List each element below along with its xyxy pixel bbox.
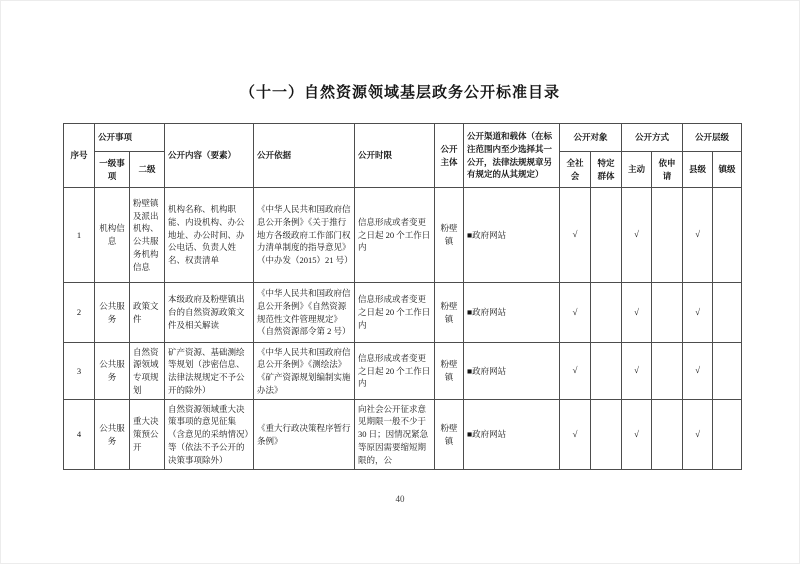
cell-channel: ■政府网站 <box>464 188 560 283</box>
cell-check-whole-society: √ <box>560 283 591 343</box>
cell-check-county-level: √ <box>683 188 713 283</box>
cell-check-specific-group <box>591 283 622 343</box>
cell-time-limit: 向社会公开征求意见期限一般不少于 30 日；因情况紧急等原因需要缩短期限的，公 <box>355 400 435 470</box>
header-specific-group: 特定群体 <box>591 152 622 188</box>
header-level: 公开层级 <box>683 124 742 152</box>
table-row <box>64 283 742 343</box>
cell-channel: ■政府网站 <box>464 283 560 343</box>
cell-check-upon-request <box>652 343 683 400</box>
cell-subject: 粉壁镇 <box>435 283 464 343</box>
cell-level2-item: 政策文件 <box>130 283 165 343</box>
cell-basis: 《中华人民共和国政府信息公开条例》《测绘法》《矿产资源规划编制实施办法》 <box>254 343 355 400</box>
header-town-level: 镇级 <box>713 152 742 188</box>
table-row <box>64 343 742 400</box>
cell-check-proactive: √ <box>622 400 652 470</box>
cell-content: 机构名称、机构职能、内设机构、办公地址、办公时间、办公电话、负责人姓名、权责清单 <box>165 188 254 283</box>
cell-level1-item: 公共服务 <box>95 343 130 400</box>
cell-check-upon-request <box>652 188 683 283</box>
cell-check-proactive: √ <box>622 343 652 400</box>
cell-level1-item: 公共服务 <box>95 400 130 470</box>
cell-check-upon-request <box>652 283 683 343</box>
cell-subject: 粉壁镇 <box>435 188 464 283</box>
cell-level2-item: 粉壁镇及派出机构、公共服务机构信息 <box>130 188 165 283</box>
cell-check-town-level <box>713 283 742 343</box>
table-row <box>64 188 742 283</box>
cell-time-limit: 信息形成或者变更之日起 20 个工作日内 <box>355 283 435 343</box>
header-method: 公开方式 <box>622 124 683 152</box>
cell-channel: ■政府网站 <box>464 343 560 400</box>
cell-level2-item: 重大决策预公开 <box>130 400 165 470</box>
cell-check-whole-society: √ <box>560 343 591 400</box>
header-proactive: 主动 <box>622 152 652 188</box>
cell-check-whole-society: √ <box>560 400 591 470</box>
header-county-level: 县级 <box>683 152 713 188</box>
cell-basis: 《中华人民共和国政府信息公开条例》《关于推行地方各级政府工作部门权力清单制度的指导意见》（中办发（2015）21 号） <box>254 188 355 283</box>
header-basis: 公开依据 <box>254 124 355 188</box>
header-subject: 公开主体 <box>435 124 464 188</box>
page-number: 40 <box>395 494 405 504</box>
header-target: 公开对象 <box>560 124 622 152</box>
cell-serial-no: 3 <box>64 343 95 400</box>
cell-serial-no: 4 <box>64 400 95 470</box>
cell-level2-item: 自然资源领域专项规划 <box>130 343 165 400</box>
header-upon-request: 依申请 <box>652 152 683 188</box>
cell-check-whole-society: √ <box>560 188 591 283</box>
header-channel: 公开渠道和载体（在标注范围内至少选择其一公开，法律法规规章另有规定的从其规定） <box>464 124 560 188</box>
disclosure-standards-table <box>63 123 742 470</box>
header-time-limit: 公开时限 <box>355 124 435 188</box>
cell-check-specific-group <box>591 343 622 400</box>
cell-serial-no: 1 <box>64 188 95 283</box>
cell-subject: 粉壁镇 <box>435 400 464 470</box>
cell-check-specific-group <box>591 188 622 283</box>
cell-subject: 粉壁镇 <box>435 343 464 400</box>
cell-check-specific-group <box>591 400 622 470</box>
header-level1-item: 一级事项 <box>95 152 130 188</box>
cell-check-town-level <box>713 188 742 283</box>
cell-check-proactive: √ <box>622 283 652 343</box>
cell-level1-item: 公共服务 <box>95 283 130 343</box>
cell-serial-no: 2 <box>64 283 95 343</box>
cell-time-limit: 信息形成或者变更之日起 20 个工作日内 <box>355 188 435 283</box>
cell-check-town-level <box>713 400 742 470</box>
header-disclosure-item: 公开事项 <box>95 124 165 152</box>
cell-check-town-level <box>713 343 742 400</box>
cell-basis: 《中华人民共和国政府信息公开条例》《自然资源规范性文件管理规定》（自然资源部令第 2 号） <box>254 283 355 343</box>
cell-check-upon-request <box>652 400 683 470</box>
cell-time-limit: 信息形成或者变更之日起 20 个工作日内 <box>355 343 435 400</box>
header-content: 公开内容（要素） <box>165 124 254 188</box>
header-serial-no: 序号 <box>64 124 95 188</box>
cell-channel: ■政府网站 <box>464 400 560 470</box>
cell-content: 本级政府及粉壁镇出台的自然资源政策文件及相关解读 <box>165 283 254 343</box>
table-row <box>64 400 742 470</box>
cell-check-county-level: √ <box>683 400 713 470</box>
cell-content: 自然资源领域重大决策事项的意见征集（含意见的采纳情况）等（依法不予公开的决策事项除外） <box>165 400 254 470</box>
header-row-top <box>64 124 742 152</box>
cell-content: 矿产资源、基础测绘等规划（涉密信息、法律法规规定不予公开的除外） <box>165 343 254 400</box>
header-whole-society: 全社会 <box>560 152 591 188</box>
cell-level1-item: 机构信息 <box>95 188 130 283</box>
page-title: （十一）自然资源领域基层政务公开标准目录 <box>239 85 560 101</box>
cell-check-proactive: √ <box>622 188 652 283</box>
header-level2-item: 二级 <box>130 152 165 188</box>
cell-basis: 《重大行政决策程序暂行条例》 <box>254 400 355 470</box>
cell-check-county-level: √ <box>683 343 713 400</box>
cell-check-county-level: √ <box>683 283 713 343</box>
